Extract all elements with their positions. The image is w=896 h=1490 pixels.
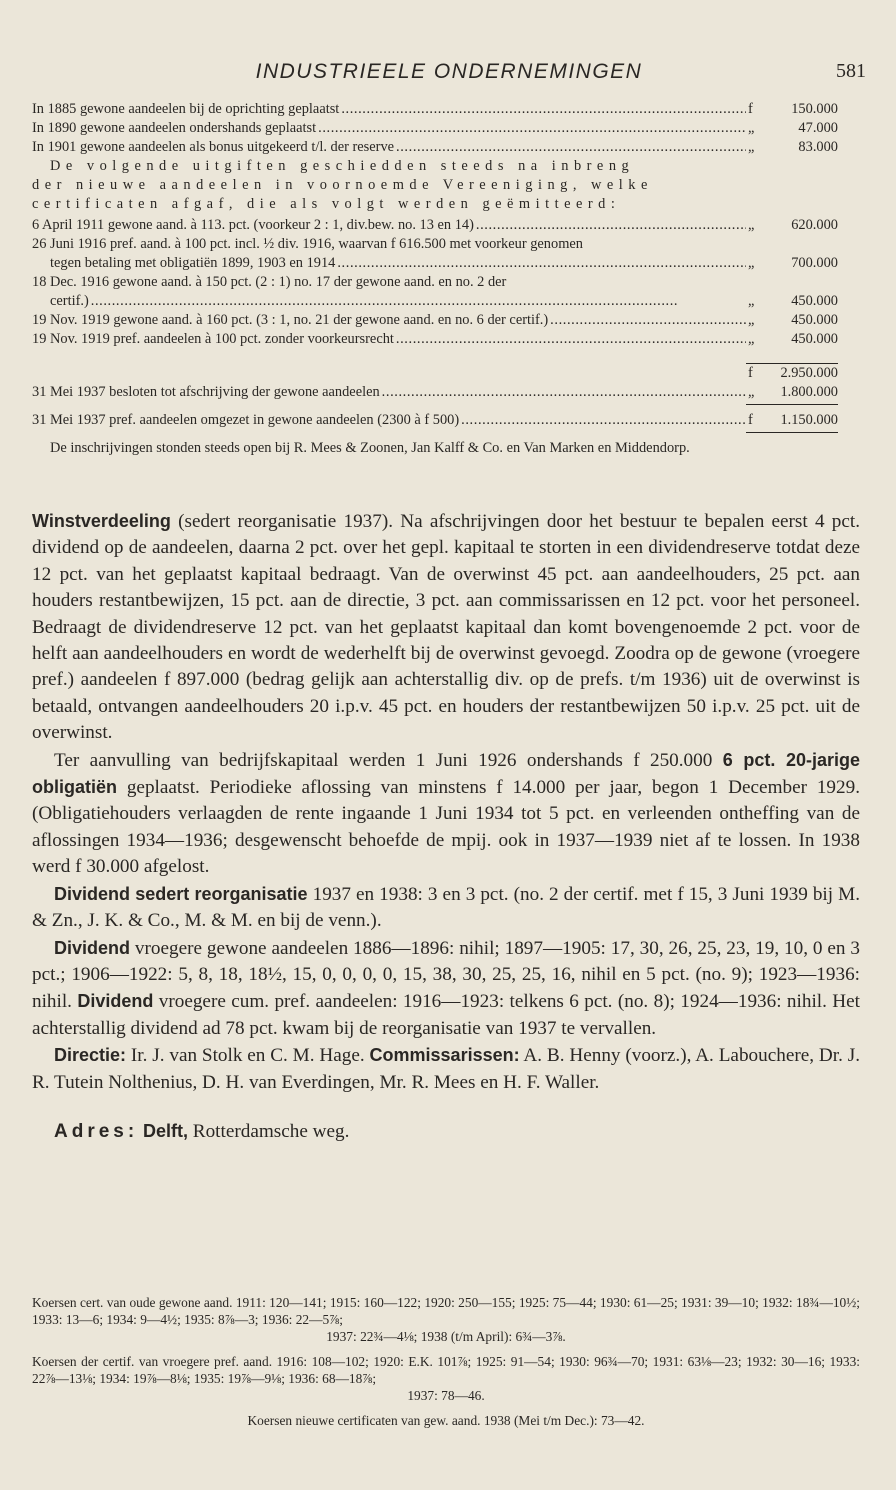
total-row bbox=[32, 364, 838, 383]
sum-rule bbox=[32, 404, 838, 405]
winst-heading: Winstverdeeling bbox=[32, 511, 171, 531]
total-currency: f bbox=[748, 365, 753, 381]
issue-currency: „ bbox=[748, 217, 755, 233]
emission-row bbox=[32, 119, 838, 138]
issue-row bbox=[32, 254, 838, 273]
issue-label: 6 April 1911 gewone aand. à 113. pct. (voorkeur 2 : 1, div.bew. no. 13 en 14) bbox=[32, 217, 474, 233]
adres-city: Delft, bbox=[142, 1120, 188, 1141]
adres-paragraph bbox=[32, 1118, 860, 1145]
emission-currency: „ bbox=[748, 139, 755, 155]
issue-amount: 450.000 bbox=[791, 293, 838, 309]
issue-amount: 450.000 bbox=[791, 331, 838, 347]
afschrijving-amount: 1.800.000 bbox=[780, 384, 838, 400]
obligatie-paragraph bbox=[32, 747, 860, 881]
omgezet-amount: 1.150.000 bbox=[780, 412, 838, 428]
sum-rule bbox=[32, 432, 838, 433]
emission-amount: 150.000 bbox=[791, 101, 838, 117]
inschrijving-note: De inschrijvingen stonden steeds open bij R. Mees & Zoonen, Jan Kalff & Co. en Van Marken en Middendorp. bbox=[50, 440, 690, 456]
directie-text: Ir. J. van Stolk en C. M. Hage. bbox=[126, 1045, 370, 1067]
emission-table bbox=[32, 100, 838, 458]
koersen-line: 1937: 78—46. bbox=[407, 1388, 485, 1403]
dividend-reorg-paragraph bbox=[32, 881, 860, 935]
dividend-old-paragraph bbox=[32, 935, 860, 1043]
spaced-intro-line: De volgende uitgiften geschiedden steeds na inbreng bbox=[50, 158, 635, 174]
koersen-block bbox=[32, 1294, 860, 1429]
issue-currency: „ bbox=[748, 331, 755, 347]
issue-amount: 450.000 bbox=[791, 312, 838, 328]
dividend-heading: Dividend bbox=[77, 991, 154, 1012]
winst-text: (sedert reorganisatie 1937). Na afschrijvingen door het bestuur te bepalen eerst 4 pct. dividend op de aandeelen, daarna 2 pct. over het gepl. kapitaal te storten in een dividendreserve totdat deze 12 pct. van het geplaatst kapitaal bedraagt. Van de overwinst 45 pct. aan aandeelhouders, 25 pct. aan houders restantbewijzen, 15 pct. aan de directie, 3 pct. aan commissarissen en 12 pct. voor het personeel. Bedraagt de dividendreserve 12 pct. van het geplaatst kapitaal dan komt bovengenoemde 2 pct. voor de helft aan aandeelhouders en wordt de wederhelft bij de overwinst gevoegd. Zoodra op de gewone (vroegere pref.) aandeelen f 897.000 (bedrag gelijk aan achterstallig div. op de prefs. t/m 1936) uit de overwinst is betaald, ontvangen aandeelhouders 20 i.p.v. 45 pct. en houders der restantbewijzen 50 i.p.v. 25 pct. uit de overwinst. bbox=[32, 511, 860, 744]
dividend-reorg-text: 1937 en 1938: 3 en 3 pct. (no. 2 der certif. met f 15, 3 Juni 1939 bij M. & Zn., J. K. & Co., M. & M. en bij de venn.). bbox=[32, 883, 860, 932]
issue-label: tegen betaling met obligatiën 1899, 1903 en 1914 bbox=[50, 255, 336, 271]
issue-label: certif.) bbox=[50, 293, 89, 309]
dividend-reorg-heading: Dividend sedert reorganisatie bbox=[54, 883, 308, 904]
adres-label: Adres: bbox=[54, 1120, 139, 1142]
obligatie-before: Ter aanvulling van bedrijfskapitaal werden 1 Juni 1926 ondershands f 250.000 bbox=[54, 749, 723, 771]
emission-label: In 1901 gewone aandeelen als bonus uitgekeerd t/l. der reserve bbox=[32, 139, 395, 155]
issue-currency: „ bbox=[748, 255, 755, 271]
running-title: INDUSTRIEELE ONDERNEMINGEN bbox=[255, 60, 643, 83]
directie-paragraph bbox=[32, 1042, 860, 1096]
issue-label: 19 Nov. 1919 pref. aandeelen à 100 pct. zonder voorkeursrecht bbox=[32, 331, 394, 347]
omgezet-label: 31 Mei 1937 pref. aandeelen omgezet in gewone aandeelen (2300 à f 500) bbox=[32, 412, 460, 428]
directie-heading: Directie: bbox=[54, 1045, 127, 1066]
emission-amount: 47.000 bbox=[798, 120, 838, 136]
omgezet-currency: f bbox=[748, 412, 753, 428]
issue-line: 26 Juni 1916 pref. aand. à 100 pct. incl. ½ div. 1916, waarvan f 616.500 met voorkeur genomen bbox=[32, 236, 583, 252]
obligatie-after: geplaatst. Periodieke aflossing van minstens f 14.000 per jaar, begon 1 December 1929. (Obligatiehouders verlaagden de rente ingaande 1 Juni 1934 tot 5 pct. en verleenden ontheffing van de aflossingen 1934—1936; desgewenscht behoefde de mpij. ook in 1937—1939 niet af te lossen. In 1938 werd f 30.000 afgelost. bbox=[32, 777, 860, 878]
adres-street: Rotterdamsche weg. bbox=[187, 1120, 350, 1142]
commissarissen-text: A. B. Henny (voorz.), A. Labouchere, Dr. J. R. Tutein Nolthenius, D. H. van Everdingen, Mr. R. Mees en H. F. Waller. bbox=[32, 1045, 860, 1093]
winst-paragraph bbox=[32, 508, 860, 747]
koersen-paragraph: Koersen nieuwe certificaten van gew. aand. 1938 (Mei t/m Dec.): 73—42. bbox=[247, 1413, 645, 1428]
emission-row bbox=[32, 138, 838, 157]
commissarissen-heading: Commissarissen: bbox=[369, 1045, 520, 1066]
running-header bbox=[32, 60, 866, 88]
body-text bbox=[32, 508, 860, 1145]
issue-amount: 620.000 bbox=[791, 217, 838, 233]
emission-label: In 1885 gewone aandeelen bij de oprichting geplaatst bbox=[32, 101, 340, 117]
issue-currency: „ bbox=[748, 312, 755, 328]
emission-label: In 1890 gewone aandeelen ondershands geplaatst bbox=[32, 120, 317, 136]
issue-row bbox=[32, 330, 838, 349]
afschrijving-label: 31 Mei 1937 besloten tot afschrijving der gewone aandeelen bbox=[32, 384, 380, 400]
koersen-paragraph: Koersen cert. van oude gewone aand. 1911: 120—141; 1915: 160—122; 1920: 250—155; 1925: 75—44; 1930: 61—25; 1931: 39—10; 1932: 18¾—10½; 1933: 13—6; 1934: 9—4½; 1935: 8⅞—3; 1936: 22—5⅞; bbox=[32, 1295, 860, 1327]
issue-row bbox=[32, 292, 838, 311]
issue-line: 18 Dec. 1916 gewone aand. à 150 pct. (2 : 1) no. 17 der gewone aand. en no. 2 der bbox=[32, 274, 507, 290]
total-amount: 2.950.000 bbox=[780, 365, 838, 381]
omgezet-row bbox=[32, 411, 838, 430]
dividend-heading: Dividend bbox=[54, 937, 131, 958]
issue-label: 19 Nov. 1919 gewone aand. à 160 pct. (3 : 1, no. 21 der gewone aand. en no. 6 der certif.) bbox=[32, 312, 549, 328]
issue-currency: „ bbox=[748, 293, 755, 309]
dividend-old-text: vroegere gewone aandeelen 1886—1896: nihil; 1897—1905: 17, 30, 26, 25, 23, 19, 10, 0 en 3 pct.; 1906—1922: 5, 8, 18, 18½, 15, 0, 0, 0, 0, 15, 38, 30, 25, 25, 16, nihil en 5 pct. (no. 9); 1923—1936: nihil. bbox=[32, 937, 860, 1013]
afschrijving-row bbox=[32, 383, 838, 402]
spaced-intro-line: der nieuwe aandeelen in voornoemde Vereeniging, welke bbox=[32, 177, 653, 193]
emission-currency: f bbox=[748, 101, 753, 117]
emission-currency: „ bbox=[748, 120, 755, 136]
issue-amount: 700.000 bbox=[791, 255, 838, 271]
afschrijving-currency: „ bbox=[748, 384, 755, 400]
emission-row bbox=[32, 100, 838, 119]
emission-amount: 83.000 bbox=[798, 139, 838, 155]
issue-row bbox=[32, 216, 838, 235]
dividend-pref-text: vroegere cum. pref. aandeelen: 1916—1923: telkens 6 pct. (no. 8); 1924—1936: nihil. Het achterstallig dividend ad 78 pct. kwam bij de reorganisatie van 1937 te vervallen. bbox=[32, 991, 860, 1039]
page-number: 581 bbox=[836, 60, 866, 82]
spaced-intro-line: certificaten afgaf, die als volgt werden geëmitteerd: bbox=[32, 196, 621, 212]
koersen-paragraph: Koersen der certif. van vroegere pref. aand. 1916: 108—102; 1920: E.K. 101⅞; 1925: 91—54; 1930: 96¾—70; 1931: 63⅛—23; 1932: 30—16; 1933: 22⅞—13⅛; 1934: 19⅞—8⅛; 1935: 19⅞—9⅛; 1936: 68—18⅞; bbox=[32, 1354, 860, 1386]
obligatie-bold: 6 pct. 20-jarige obligatiën bbox=[32, 749, 860, 798]
koersen-line: 1937: 22¾—4⅛; 1938 (t/m April): 6¾—3⅞. bbox=[326, 1329, 566, 1344]
issue-row bbox=[32, 311, 838, 330]
